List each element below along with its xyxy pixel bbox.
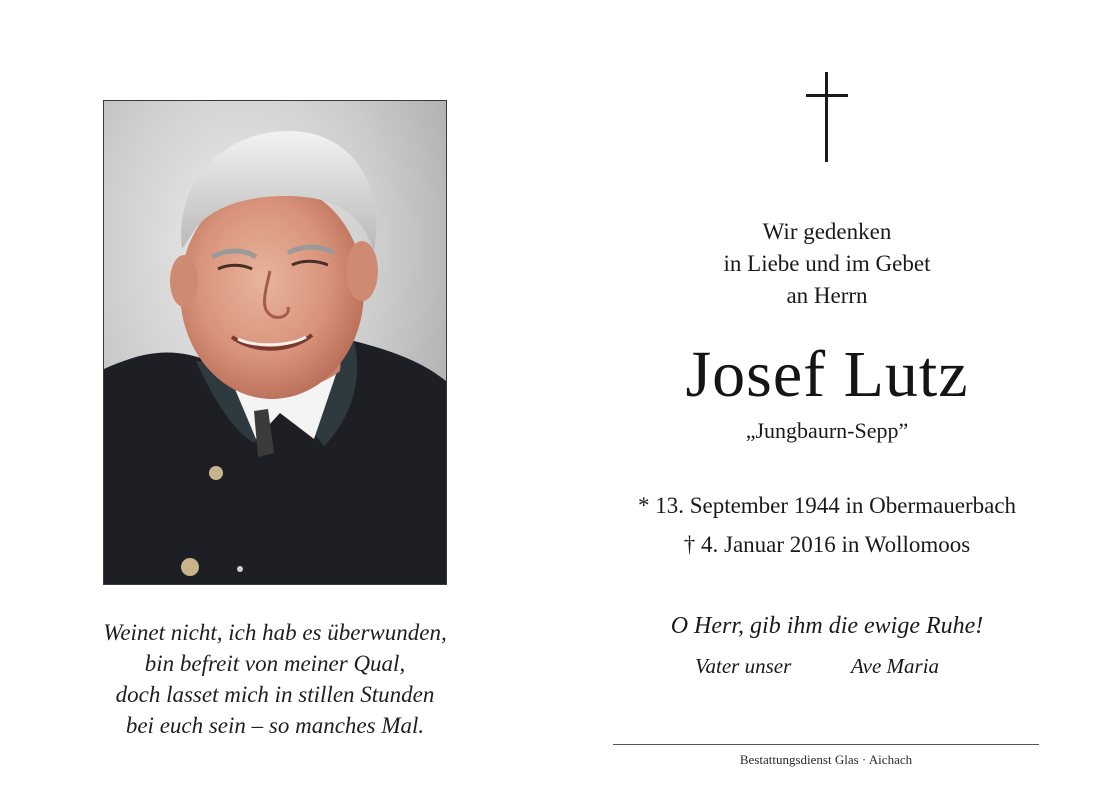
prayer-names: [690, 650, 990, 682]
prayer-vater-unser: Vater unser: [695, 654, 792, 678]
prayer-line: O Herr, gib ihm die ewige Ruhe!: [670, 613, 984, 639]
poem-line: bei euch sein – so manches Mal.: [125, 713, 425, 738]
death-date: † 4. Januar 2016 in Wollomoos: [683, 532, 971, 557]
remembrance-line: in Liebe und im Gebet: [723, 251, 931, 276]
cross-icon: [806, 72, 848, 162]
footer-divider: [613, 744, 1039, 745]
poem-line: doch lasset mich in stillen Stunden: [115, 682, 435, 707]
remembrance-text: [600, 216, 1054, 312]
birth-date: * 13. September 1944 in Obermauerbach: [637, 493, 1017, 518]
poem-line: Weinet nicht, ich hab es überwunden,: [103, 620, 447, 645]
deceased-name: Josef Lutz: [685, 338, 969, 411]
deceased-nickname: „Jungbaurn-Sepp”: [745, 418, 909, 443]
undertaker-credit: Bestattungsdienst Glas · Aichach: [739, 752, 913, 767]
life-dates: [600, 486, 1054, 564]
remembrance-line: an Herrn: [786, 283, 868, 308]
remembrance-line: Wir gedenken: [762, 219, 892, 244]
poem-line: bin befreit von meiner Qual,: [144, 651, 406, 676]
poem: [60, 617, 490, 741]
portrait-photo: [103, 100, 447, 585]
prayer-ave-maria: Ave Maria: [851, 654, 940, 678]
